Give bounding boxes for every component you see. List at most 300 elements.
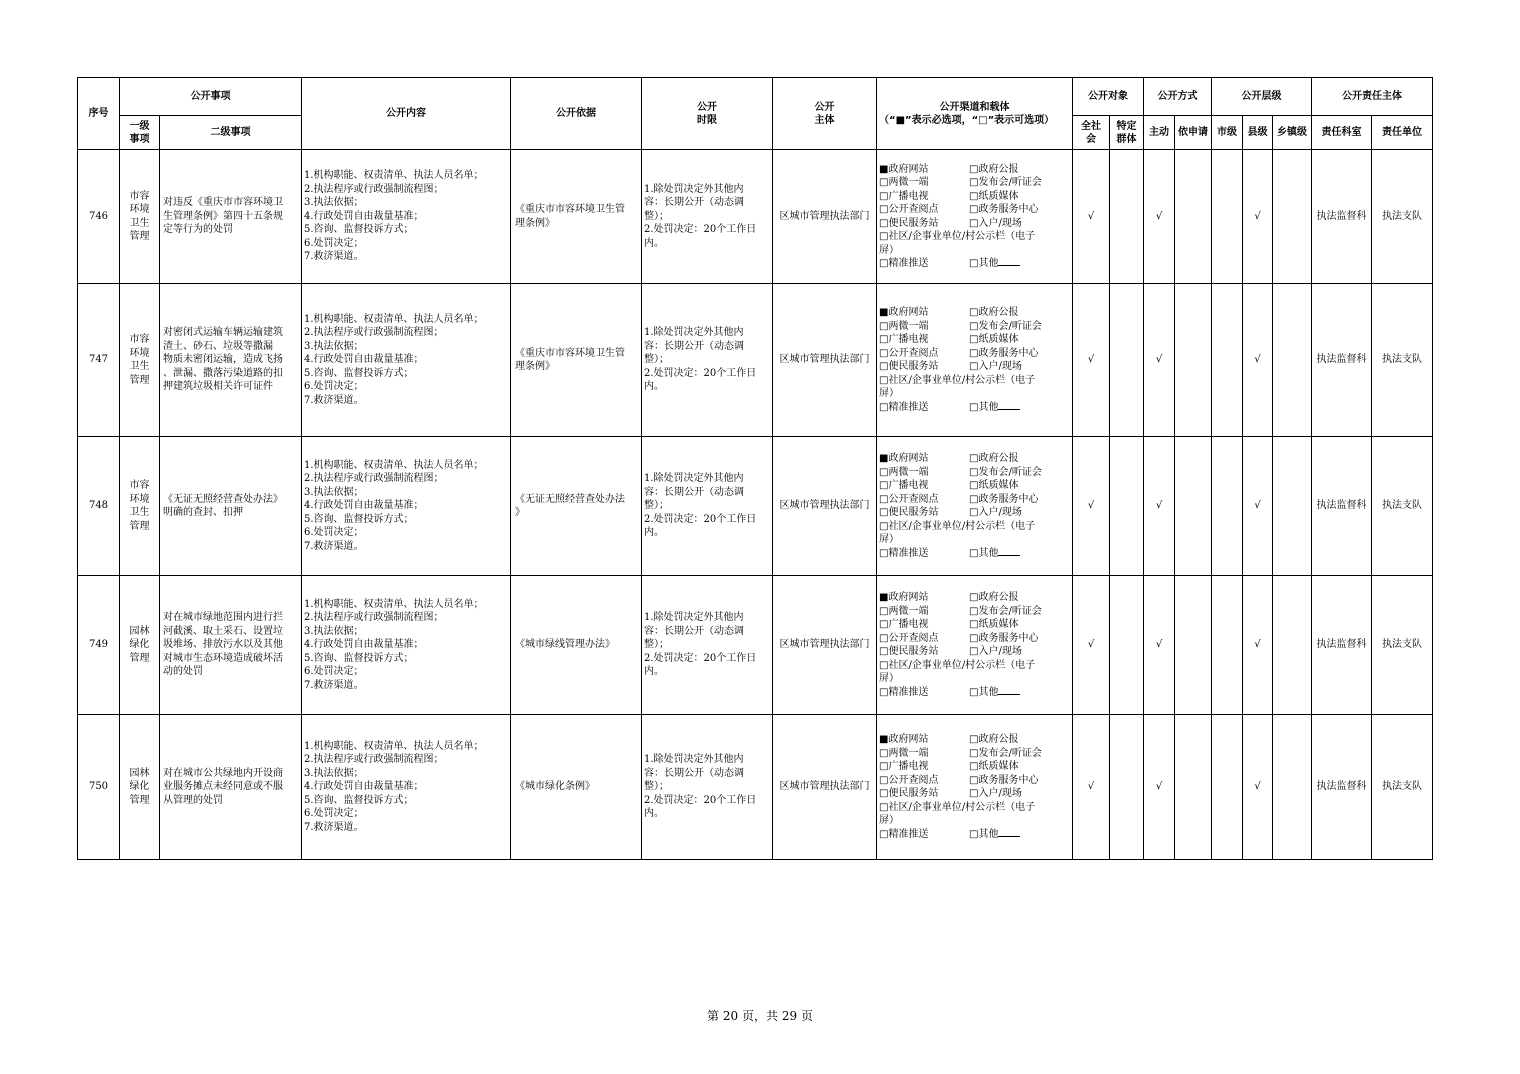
channel-row bbox=[879, 547, 1070, 561]
cell-target-all bbox=[1073, 437, 1110, 576]
channel-option: □精准推送 bbox=[879, 547, 929, 559]
channel-row bbox=[879, 506, 1070, 520]
blank-underline bbox=[998, 686, 1020, 695]
content-line: 5.咨询、监督投诉方式； bbox=[304, 794, 414, 806]
limit-line: 2.处罚决定：20个工作日 bbox=[644, 513, 757, 525]
page-footer bbox=[0, 1007, 1520, 1024]
header-target-specific-text: 特定群体 bbox=[1116, 120, 1137, 145]
channel-row bbox=[879, 605, 1070, 619]
channel-option: □入户/现场 bbox=[969, 788, 1022, 799]
content-line: 2.执法程序或行政强制流程图； bbox=[304, 183, 444, 195]
level2-line: 圾堆场、排放污水以及其他 bbox=[163, 639, 283, 651]
channel-option: □政务服务中心 bbox=[969, 204, 1039, 215]
channel-option: □政府公报 bbox=[969, 592, 1019, 603]
channel-option: □两微一端 bbox=[879, 747, 929, 759]
level2-line: 渣土、砂石、垃圾等撒漏 bbox=[163, 340, 273, 352]
cell-basis bbox=[511, 715, 642, 860]
channel-option: □便民服务站 bbox=[879, 646, 939, 657]
limit-line: 1.除处罚决定外其他内 bbox=[644, 473, 744, 485]
channel-option: □其他 bbox=[969, 828, 999, 840]
channel-option: □政府公报 bbox=[969, 453, 1019, 464]
channel-option: □政务服务中心 bbox=[969, 632, 1039, 644]
cell-target-specific bbox=[1110, 284, 1144, 437]
cell-level-city bbox=[1212, 150, 1243, 284]
cell-content bbox=[302, 437, 511, 576]
channel-option: □广播电视 bbox=[879, 480, 929, 491]
cell-level-town bbox=[1273, 715, 1312, 860]
cell-mode-active bbox=[1144, 715, 1175, 860]
check-mark: √ bbox=[1155, 639, 1163, 651]
content-line: 6.处罚决定； bbox=[304, 381, 364, 393]
header-limit-text: 公开时限 bbox=[697, 101, 717, 126]
header-channel bbox=[877, 78, 1073, 150]
channel-row bbox=[879, 733, 1070, 747]
cell-level-county bbox=[1243, 715, 1273, 860]
channel-option: □发布会/听证会 bbox=[969, 605, 1042, 617]
cell-mode-active bbox=[1144, 437, 1175, 576]
cell-channels bbox=[877, 715, 1073, 860]
cell-level1 bbox=[120, 437, 160, 576]
channel-option: □政府公报 bbox=[969, 163, 1019, 175]
cell-resp-office: 执法监督科 bbox=[1312, 715, 1372, 860]
channel-option: □两微一端 bbox=[879, 177, 929, 188]
cell-limit bbox=[642, 150, 773, 284]
channel-option: □纸质媒体 bbox=[969, 761, 1019, 772]
level2-line: 、泄漏、撒落污染道路的扣 bbox=[163, 367, 283, 379]
level2-line: 对在城市绿地范围内进行拦 bbox=[163, 612, 283, 624]
cell-seq: 748 bbox=[78, 437, 120, 576]
limit-line: 内。 bbox=[644, 527, 664, 539]
cell-level-county bbox=[1243, 437, 1273, 576]
content-line: 2.执法程序或行政强制流程图； bbox=[304, 612, 444, 624]
blank-underline bbox=[998, 828, 1020, 837]
channel-option: ■政府网站 bbox=[879, 163, 929, 175]
limit-line: 整）； bbox=[644, 639, 669, 651]
channel-row bbox=[879, 217, 1070, 231]
content-line: 3.执法依据； bbox=[304, 197, 364, 209]
level2-line: 定等行为的处罚 bbox=[163, 224, 233, 236]
content-line: 1.机构职能、权责清单、执法人员名单； bbox=[304, 170, 484, 182]
cell-target-specific bbox=[1110, 437, 1144, 576]
channel-option: □政府公报 bbox=[969, 734, 1019, 745]
limit-line: 2.处罚决定：20个工作日 bbox=[644, 367, 757, 379]
limit-line: 2.处罚决定：20个工作日 bbox=[644, 652, 757, 664]
cell-basis bbox=[511, 284, 642, 437]
check-mark: √ bbox=[1254, 781, 1261, 793]
channel-option: □精准推送 bbox=[879, 828, 929, 840]
basis-line: 理条例》 bbox=[515, 361, 555, 372]
cell-channels bbox=[877, 437, 1073, 576]
channel-option: 屏） bbox=[879, 815, 899, 826]
content-line: 6.处罚决定； bbox=[304, 666, 364, 678]
channel-option: □发布会/听证会 bbox=[969, 466, 1042, 478]
header-mode-request: 依申请 bbox=[1175, 116, 1212, 150]
channel-option: □入户/现场 bbox=[969, 646, 1022, 657]
channel-row bbox=[879, 333, 1070, 347]
channel-option: ■政府网站 bbox=[879, 307, 929, 318]
cell-resp-unit: 执法支队 bbox=[1372, 576, 1433, 715]
channel-row bbox=[879, 760, 1070, 774]
basis-line: 》 bbox=[515, 507, 525, 518]
cell-seq: 750 bbox=[78, 715, 120, 860]
channel-option: □广播电视 bbox=[879, 334, 929, 345]
level2-line: 动的处罚 bbox=[163, 666, 203, 678]
content-line: 6.处罚决定； bbox=[304, 527, 364, 539]
cell-channels bbox=[877, 284, 1073, 437]
level1-line: 管理 bbox=[129, 520, 150, 532]
channel-option: □发布会/听证会 bbox=[969, 747, 1042, 759]
header-target-all-text: 全社会 bbox=[1081, 120, 1101, 145]
limit-line: 2.处罚决定：20个工作日 bbox=[644, 794, 757, 806]
disclosure-table bbox=[77, 77, 1433, 860]
channel-row bbox=[879, 257, 1070, 271]
cell-resp-office: 执法监督科 bbox=[1312, 150, 1372, 284]
header-seq: 序号 bbox=[78, 78, 120, 150]
check-mark: √ bbox=[1087, 500, 1095, 512]
cell-subject: 区城市管理执法部门 bbox=[773, 576, 877, 715]
channel-row bbox=[879, 190, 1070, 204]
cell-level2 bbox=[160, 576, 302, 715]
cell-mode-request bbox=[1175, 715, 1212, 860]
blank-underline bbox=[998, 401, 1020, 410]
level1-line: 绿化 bbox=[129, 781, 150, 793]
content-line: 6.处罚决定； bbox=[304, 808, 364, 820]
cell-content bbox=[302, 576, 511, 715]
cell-content bbox=[302, 150, 511, 284]
header-level1 bbox=[120, 116, 160, 150]
channel-option: □便民服务站 bbox=[879, 507, 939, 518]
channel-option: □政务服务中心 bbox=[969, 493, 1039, 505]
channel-option: □社区/企事业单位/村公示栏（电子 bbox=[879, 231, 1036, 242]
limit-line: 内。 bbox=[644, 237, 664, 249]
cell-seq: 746 bbox=[78, 150, 120, 284]
header-subject-text: 公开主体 bbox=[814, 101, 835, 126]
level2-line: 对违反《重庆市市容环境卫 bbox=[163, 197, 283, 209]
cell-basis bbox=[511, 150, 642, 284]
table-row bbox=[78, 284, 1433, 437]
header-level-city: 市级 bbox=[1212, 116, 1243, 150]
channel-option: □社区/企事业单位/村公示栏（电子 bbox=[879, 520, 1036, 532]
channel-option: □其他 bbox=[969, 401, 999, 413]
channel-option: □公开查阅点 bbox=[879, 493, 939, 505]
cell-mode-active bbox=[1144, 284, 1175, 437]
cell-level1 bbox=[120, 150, 160, 284]
channel-option: □其他 bbox=[969, 547, 999, 559]
channel-row bbox=[879, 686, 1070, 700]
cell-level2 bbox=[160, 284, 302, 437]
cell-resp-office: 执法监督科 bbox=[1312, 284, 1372, 437]
level2-line: 对城市生态环境造成破坏活 bbox=[163, 652, 283, 664]
content-line: 1.机构职能、权责清单、执法人员名单； bbox=[304, 313, 484, 325]
cell-mode-active bbox=[1144, 150, 1175, 284]
channel-option: □纸质媒体 bbox=[969, 480, 1019, 491]
level1-line: 市容 bbox=[129, 190, 150, 202]
cell-content bbox=[302, 284, 511, 437]
channel-option: □社区/企事业单位/村公示栏（电子 bbox=[879, 374, 1036, 386]
channel-option: □发布会/听证会 bbox=[969, 320, 1042, 332]
header-target-specific bbox=[1110, 116, 1144, 150]
content-line: 1.机构职能、权责清单、执法人员名单； bbox=[304, 598, 484, 610]
cell-resp-unit: 执法支队 bbox=[1372, 284, 1433, 437]
content-line: 3.执法依据； bbox=[304, 486, 364, 498]
level1-line: 卫生 bbox=[129, 507, 150, 518]
footer-prefix: 第 bbox=[707, 1009, 720, 1023]
header-content: 公开内容 bbox=[302, 78, 511, 150]
channel-option: □公开查阅点 bbox=[879, 347, 939, 359]
cell-level-town bbox=[1273, 576, 1312, 715]
cell-level-city bbox=[1212, 284, 1243, 437]
cell-level-county bbox=[1243, 284, 1273, 437]
basis-line: 理条例》 bbox=[515, 217, 555, 229]
channel-option: ■政府网站 bbox=[879, 734, 929, 745]
cell-mode-request bbox=[1175, 150, 1212, 284]
level1-line: 市容 bbox=[129, 334, 150, 345]
content-line: 7.救济渠道。 bbox=[304, 821, 364, 833]
header-resp-office: 责任科室 bbox=[1312, 116, 1372, 150]
check-mark: √ bbox=[1087, 210, 1095, 222]
channel-option: □入户/现场 bbox=[969, 507, 1022, 518]
level2-line: 河截溪、取土采石、设置垃 bbox=[163, 625, 283, 637]
header-level2: 二级事项 bbox=[160, 116, 302, 150]
content-line: 3.执法依据； bbox=[304, 340, 364, 352]
cell-target-specific bbox=[1110, 150, 1144, 284]
channel-option: □精准推送 bbox=[879, 258, 929, 269]
level2-line: 明确的查封、扣押 bbox=[163, 507, 243, 518]
table-row bbox=[78, 150, 1433, 284]
channel-option: □其他 bbox=[969, 686, 999, 698]
cell-subject: 区城市管理执法部门 bbox=[773, 284, 877, 437]
level1-line: 卫生 bbox=[129, 361, 150, 372]
channel-option: □便民服务站 bbox=[879, 788, 939, 799]
blank-underline bbox=[998, 547, 1020, 556]
channel-option: □广播电视 bbox=[879, 619, 929, 630]
content-line: 7.救济渠道。 bbox=[304, 679, 364, 691]
content-line: 7.救济渠道。 bbox=[304, 394, 364, 406]
check-mark: √ bbox=[1087, 639, 1095, 651]
limit-line: 容：长期公开（动态调 bbox=[644, 340, 744, 352]
blank-underline bbox=[998, 257, 1020, 266]
cell-seq: 749 bbox=[78, 576, 120, 715]
footer-total-pages: 29 bbox=[781, 1009, 798, 1023]
content-line: 2.执法程序或行政强制流程图； bbox=[304, 327, 444, 339]
content-line: 4.行政处罚自由裁量基准； bbox=[304, 639, 424, 651]
channel-row bbox=[879, 347, 1070, 361]
channel-row bbox=[879, 828, 1070, 842]
header-level: 公开层级 bbox=[1212, 78, 1312, 116]
header-level1-text: 一级事项 bbox=[129, 120, 150, 145]
table-row bbox=[78, 576, 1433, 715]
level1-line: 管理 bbox=[129, 652, 150, 664]
cell-resp-unit: 执法支队 bbox=[1372, 715, 1433, 860]
channel-option: □精准推送 bbox=[879, 401, 929, 413]
limit-line: 整）； bbox=[644, 354, 669, 366]
channel-row bbox=[879, 632, 1070, 646]
header-mode-active: 主动 bbox=[1144, 116, 1175, 150]
channel-row bbox=[879, 591, 1070, 605]
limit-line: 容：长期公开（动态调 bbox=[644, 625, 744, 637]
header-resp: 公开责任主体 bbox=[1312, 78, 1433, 116]
header-subject bbox=[773, 78, 877, 150]
content-line: 7.救济渠道。 bbox=[304, 251, 364, 263]
limit-line: 整）； bbox=[644, 210, 669, 222]
content-line: 2.执法程序或行政强制流程图； bbox=[304, 754, 444, 766]
channel-option: □便民服务站 bbox=[879, 217, 939, 229]
channel-row bbox=[879, 645, 1070, 659]
channel-row bbox=[879, 203, 1070, 217]
level1-line: 管理 bbox=[129, 794, 150, 806]
cell-target-specific bbox=[1110, 715, 1144, 860]
channel-row bbox=[879, 320, 1070, 334]
level2-line: 物质未密闭运输，造成飞扬 bbox=[163, 354, 283, 366]
channel-option: 屏） bbox=[879, 388, 899, 399]
content-line: 4.行政处罚自由裁量基准； bbox=[304, 210, 424, 222]
header-target: 公开对象 bbox=[1073, 78, 1144, 116]
content-line: 3.执法依据； bbox=[304, 767, 364, 779]
channel-option: □广播电视 bbox=[879, 190, 929, 202]
cell-limit bbox=[642, 715, 773, 860]
check-mark: √ bbox=[1087, 354, 1095, 366]
footer-suffix: 页 bbox=[800, 1009, 813, 1023]
cell-limit bbox=[642, 437, 773, 576]
cell-subject: 区城市管理执法部门 bbox=[773, 150, 877, 284]
channel-option: □纸质媒体 bbox=[969, 190, 1019, 202]
content-line: 1.机构职能、权责清单、执法人员名单； bbox=[304, 740, 484, 752]
cell-seq: 747 bbox=[78, 284, 120, 437]
channel-option: □政府公报 bbox=[969, 307, 1019, 318]
check-mark: √ bbox=[1254, 639, 1261, 651]
table-body bbox=[78, 150, 1433, 860]
footer-current-page: 20 bbox=[722, 1009, 739, 1023]
cell-resp-office: 执法监督科 bbox=[1312, 437, 1372, 576]
channel-row bbox=[879, 618, 1070, 632]
cell-subject: 区城市管理执法部门 bbox=[773, 715, 877, 860]
check-mark: √ bbox=[1155, 500, 1163, 512]
limit-line: 容：长期公开（动态调 bbox=[644, 767, 744, 779]
cell-target-all bbox=[1073, 284, 1110, 437]
check-mark: √ bbox=[1155, 781, 1163, 793]
cell-level-city bbox=[1212, 715, 1243, 860]
cell-level-town bbox=[1273, 284, 1312, 437]
level2-line: 业服务摊点未经同意或不服 bbox=[163, 781, 283, 793]
channel-row bbox=[879, 774, 1070, 788]
content-line: 4.行政处罚自由裁量基准； bbox=[304, 500, 424, 512]
level1-line: 卫生 bbox=[129, 217, 150, 229]
content-line: 1.机构职能、权责清单、执法人员名单； bbox=[304, 459, 484, 471]
channel-option: ■政府网站 bbox=[879, 453, 929, 464]
level1-line: 绿化 bbox=[129, 639, 150, 651]
channel-option: □纸质媒体 bbox=[969, 619, 1019, 630]
cell-basis bbox=[511, 437, 642, 576]
check-mark: √ bbox=[1254, 354, 1261, 366]
cell-level1 bbox=[120, 284, 160, 437]
header-target-all bbox=[1073, 116, 1110, 150]
channel-option: □纸质媒体 bbox=[969, 334, 1019, 345]
content-line: 3.执法依据； bbox=[304, 625, 364, 637]
level2-line: 押建筑垃圾相关许可证件 bbox=[163, 381, 273, 393]
limit-line: 容：长期公开（动态调 bbox=[644, 197, 744, 209]
channel-option: □社区/企事业单位/村公示栏（电子 bbox=[879, 801, 1036, 813]
limit-line: 内。 bbox=[644, 666, 664, 678]
channel-option: □其他 bbox=[969, 258, 999, 269]
cell-target-all bbox=[1073, 715, 1110, 860]
cell-mode-active bbox=[1144, 576, 1175, 715]
level1-line: 环境 bbox=[129, 204, 150, 215]
basis-line: 《城市绿化条例》 bbox=[515, 781, 595, 793]
limit-line: 1.除处罚决定外其他内 bbox=[644, 183, 744, 195]
level2-line: 《无证无照经营查处办法》 bbox=[163, 493, 283, 505]
basis-line: 《城市绿线管理办法》 bbox=[515, 639, 615, 651]
cell-level-city bbox=[1212, 437, 1243, 576]
channel-option: □广播电视 bbox=[879, 761, 929, 772]
cell-level-county bbox=[1243, 576, 1273, 715]
cell-level-county bbox=[1243, 150, 1273, 284]
limit-line: 整）； bbox=[644, 781, 669, 793]
check-mark: √ bbox=[1155, 354, 1163, 366]
channel-row bbox=[879, 176, 1070, 190]
channel-option: □入户/现场 bbox=[969, 217, 1022, 229]
header-level-county: 县级 bbox=[1243, 116, 1273, 150]
channel-row bbox=[879, 493, 1070, 507]
channel-row bbox=[879, 163, 1070, 177]
cell-level-town bbox=[1273, 150, 1312, 284]
level1-line: 管理 bbox=[129, 231, 150, 242]
channel-option: □政务服务中心 bbox=[969, 347, 1039, 359]
level1-line: 园林 bbox=[129, 625, 150, 637]
header-level-town: 乡镇级 bbox=[1273, 116, 1312, 150]
channel-option: □两微一端 bbox=[879, 605, 929, 617]
level1-line: 管理 bbox=[129, 374, 150, 386]
limit-line: 1.除处罚决定外其他内 bbox=[644, 754, 744, 766]
content-line: 7.救济渠道。 bbox=[304, 540, 364, 552]
content-line: 5.咨询、监督投诉方式； bbox=[304, 513, 414, 525]
check-mark: √ bbox=[1087, 781, 1095, 793]
cell-target-all bbox=[1073, 150, 1110, 284]
cell-subject: 区城市管理执法部门 bbox=[773, 437, 877, 576]
check-mark: √ bbox=[1155, 210, 1163, 222]
cell-mode-request bbox=[1175, 284, 1212, 437]
header-resp-unit: 责任单位 bbox=[1372, 116, 1433, 150]
level1-line: 市容 bbox=[129, 480, 150, 491]
content-line: 6.处罚决定； bbox=[304, 237, 364, 249]
limit-line: 内。 bbox=[644, 808, 664, 820]
content-line: 4.行政处罚自由裁量基准； bbox=[304, 781, 424, 793]
cell-mode-request bbox=[1175, 576, 1212, 715]
channel-option: □精准推送 bbox=[879, 686, 929, 698]
channel-row bbox=[879, 466, 1070, 480]
level2-line: 对在城市公共绿地内开设商 bbox=[163, 767, 283, 779]
cell-level1 bbox=[120, 576, 160, 715]
header-channel-note: （“■”表示必选项，“□”表示可选项） bbox=[879, 114, 1055, 126]
basis-line: 《重庆市市容环境卫生管 bbox=[515, 347, 625, 359]
limit-line: 内。 bbox=[644, 381, 664, 393]
cell-target-all bbox=[1073, 576, 1110, 715]
channel-row bbox=[879, 479, 1070, 493]
channel-option: □政务服务中心 bbox=[969, 774, 1039, 786]
cell-level-town bbox=[1273, 437, 1312, 576]
cell-level2 bbox=[160, 715, 302, 860]
channel-option: 屏） bbox=[879, 673, 899, 684]
channel-option: 屏） bbox=[879, 244, 899, 256]
cell-resp-unit: 执法支队 bbox=[1372, 150, 1433, 284]
cell-level-city bbox=[1212, 576, 1243, 715]
content-line: 5.咨询、监督投诉方式； bbox=[304, 224, 414, 236]
channel-option: 屏） bbox=[879, 534, 899, 545]
channel-option: □发布会/听证会 bbox=[969, 177, 1042, 188]
cell-mode-request bbox=[1175, 437, 1212, 576]
channel-row bbox=[879, 452, 1070, 466]
table-row bbox=[78, 715, 1433, 860]
channel-option: □两微一端 bbox=[879, 466, 929, 478]
